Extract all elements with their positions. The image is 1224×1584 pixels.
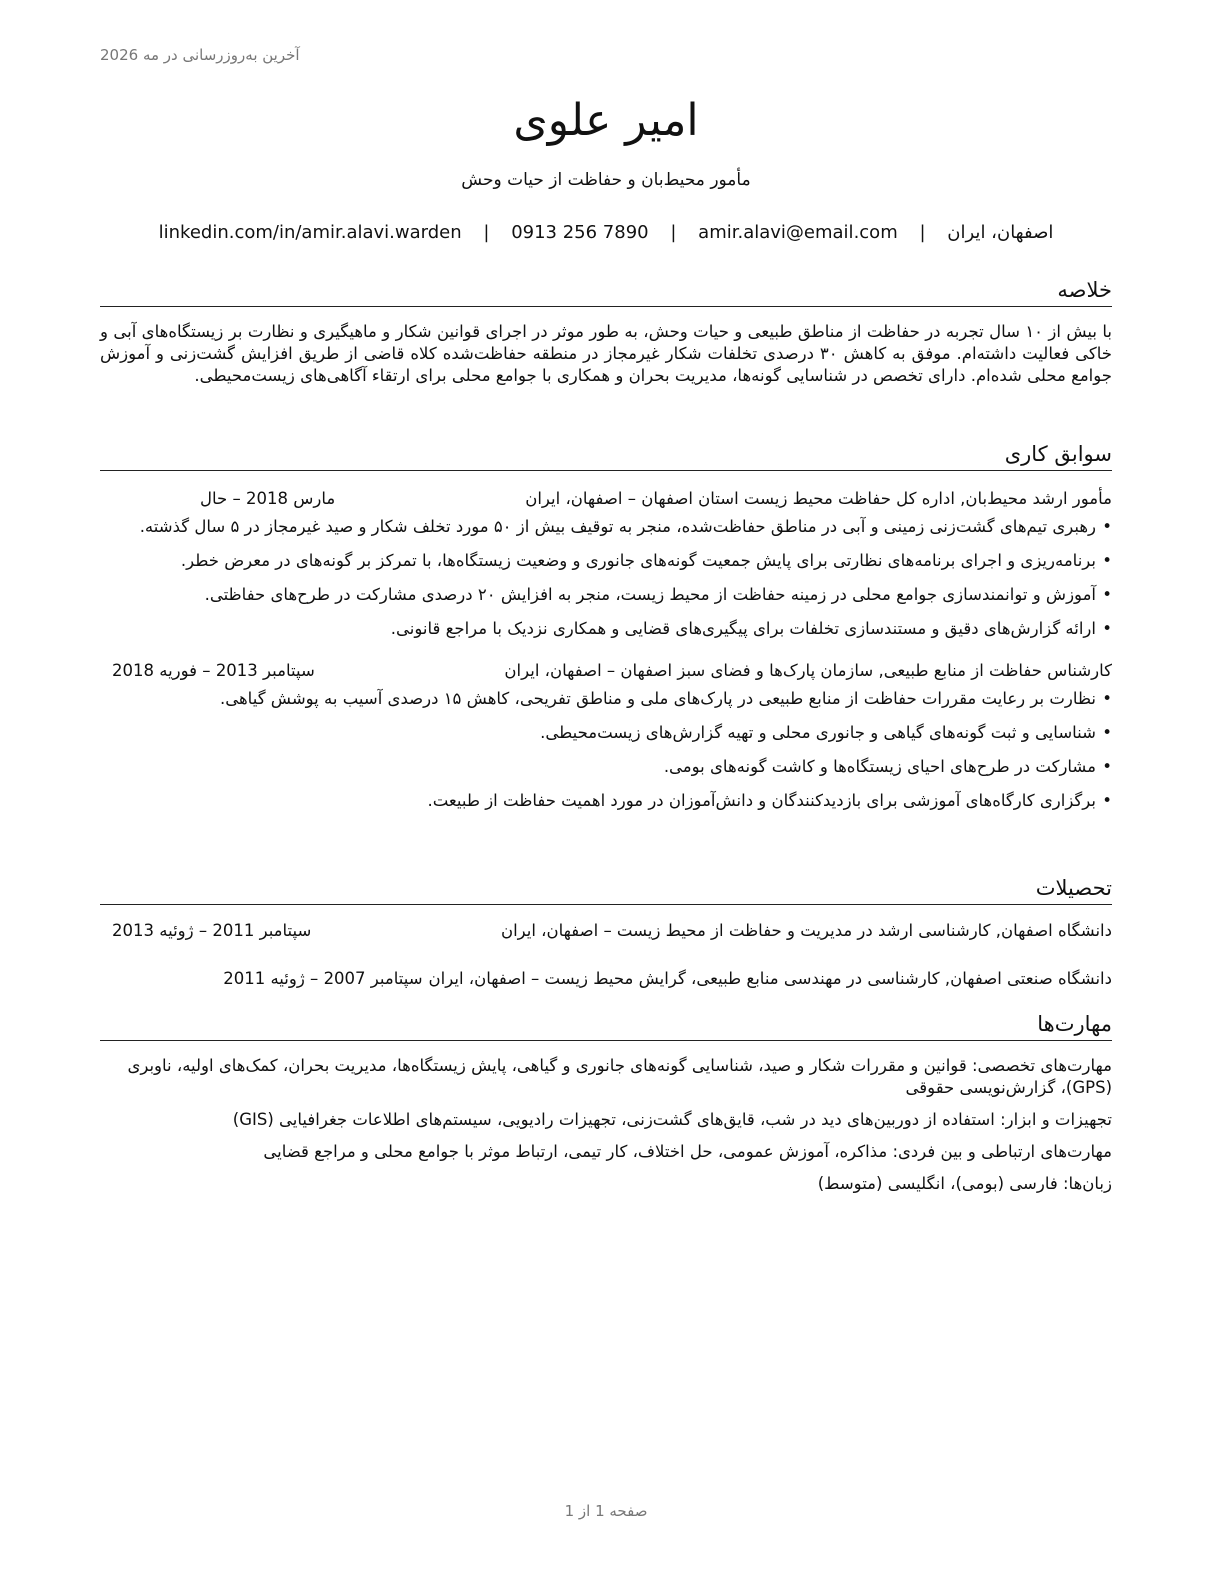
job-header: [100, 487, 1112, 511]
job-entry: [100, 659, 1112, 813]
job-title: مأمور محیط‌بان و حفاظت از حیات وحش: [461, 170, 751, 190]
education-item: [100, 919, 1112, 943]
job-bullet: • ارائه گزارش‌های دقیق و مستندسازی تخلفات برای پیگیری‌های قضایی و همکاری نزدیک با مراجع قانونی.: [100, 617, 1112, 641]
job-bullet: • نظارت بر رعایت مقررات حفاظت از منابع طبیعی در پارک‌های ملی و مناطق تفریحی، کاهش ۱۵ درصدی آسیب به پوشش گیاهی.: [100, 687, 1112, 711]
skill-line: مهارت‌های ارتباطی و بین فردی: مذاکره، آموزش عمومی، حل اختلاف، کار تیمی، ارتباط موثر با جوامع محلی و مراجع قضایی: [263, 1142, 1112, 1161]
skills-list: [100, 1055, 1112, 1195]
skill-line: مهارت‌های تخصصی: قوانین و مقررات شکار و صید، شناسایی گونه‌های جانوری و گیاهی، پایش زیستگاه‌ها، مدیریت بحران، کمک‌های اولیه، ناوبری (GPS)، گزارش‌نویسی حقوقی: [127, 1056, 1112, 1097]
contact-location: اصفهان، ایران: [947, 222, 1054, 243]
skill-line: زبان‌ها: فارسی (بومی)، انگلیسی (متوسط): [817, 1174, 1112, 1193]
experience-section: [100, 440, 1112, 823]
job-bullet: • برنامه‌ریزی و اجرای برنامه‌های نظارتی برای پایش جمعیت گونه‌های جانوری و وضعیت زیستگاه‌ها، با تمرکز بر گونه‌های در معرض خطر.: [100, 549, 1112, 573]
contact-separator: |: [670, 222, 677, 243]
job-bullet: • مشارکت در طرح‌های احیای زیستگاه‌ها و کاشت گونه‌های بومی.: [100, 755, 1112, 779]
job-header: [100, 659, 1112, 683]
contact-separator: |: [919, 222, 926, 243]
contact-email[interactable]: amir.alavi@email.com: [698, 222, 898, 243]
education-text: دانشگاه اصفهان, کارشناسی ارشد در مدیریت و حفاظت از محیط زیست – اصفهان، ایران: [500, 921, 1112, 940]
experience-heading: سوابق کاری: [100, 440, 1112, 471]
education-heading: تحصیلات: [100, 874, 1112, 905]
job-bullet: • شناسایی و ثبت گونه‌های گیاهی و جانوری محلی و تهیه گزارش‌های زیست‌محیطی.: [100, 721, 1112, 745]
job-bullet: • رهبری تیم‌های گشت‌زنی زمینی و آبی در مناطق حفاظت‌شده، منجر به توقیف بیش از ۵۰ مورد تخلف شکار و صید غیرمجاز در ۵ سال گذشته.: [100, 515, 1112, 539]
job-bullet: • آموزش و توانمندسازی جوامع محلی در زمینه حفاظت از محیط زیست، منجر به افزایش ۲۰ درصدی مشارکت در طرح‌های حفاظتی.: [100, 583, 1112, 607]
education-item: [100, 967, 1112, 991]
summary-text: با بیش از ۱۰ سال تجربه در حفاظت از مناطق طبیعی و حیات وحش، به طور موثر در اجرای قوانین شکار و ماهیگیری و نظارت بر زیستگاه‌های آبی و خاکی فعالیت داشته‌ام. موفق به کاهش ۳۰ درصدی تخلفات شکار غیرمجاز در منطقه حفاظت‌شده کلاه قاضی از طریق افزایش گشت‌زنی و آموزش جوامع محلی شده‌ام. دارای تخصص در شناسایی گونه‌ها، مدیریت بحران و همکاری با جوامع محلی برای ارتقاء آگاهی‌های زیست‌محیطی.: [100, 322, 1112, 385]
page-number: صفحه 1 از 1: [564, 1502, 648, 1520]
job-date: مارس 2018 – حال: [200, 489, 336, 508]
skills-section: [100, 1010, 1112, 1205]
person-name: امیر علوی: [513, 95, 699, 146]
job-bullets: [100, 515, 1112, 641]
summary-heading: خلاصه: [100, 276, 1112, 307]
education-text: دانشگاه صنعتی اصفهان, کارشناسی در مهندسی منابع طبیعی، گرایش محیط زیست – اصفهان، ایران: [428, 969, 1112, 988]
education-date: سپتامبر 2011 – ژوئیه 2013: [112, 921, 312, 940]
contact-linkedin[interactable]: linkedin.com/in/amir.alavi.warden: [158, 222, 462, 243]
contact-line: [100, 222, 1112, 243]
skill-line: تجهیزات و ابزار: استفاده از دوربین‌های دید در شب، قایق‌های گشت‌زنی، تجهیزات رادیویی، سیستم‌های اطلاعات جغرافیایی (GIS): [232, 1110, 1112, 1129]
resume-page: [100, 0, 1112, 1584]
contact-phone[interactable]: 0913 256 7890: [511, 222, 649, 243]
education-date: سپتامبر 2007 – ژوئیه 2011: [223, 969, 423, 988]
job-bullets: [100, 687, 1112, 813]
job-bullet: • برگزاری کارگاه‌های آموزشی برای بازدیدکنندگان و دانش‌آموزان در مورد اهمیت حفاظت از طبیعت.: [100, 789, 1112, 813]
job-entry: [100, 487, 1112, 641]
skills-heading: مهارت‌ها: [100, 1010, 1112, 1041]
job-role: کارشناس حفاظت از منابع طبیعی, سازمان پارک‌ها و فضای سبز اصفهان – اصفهان، ایران: [504, 661, 1112, 680]
education-section: [100, 874, 1112, 991]
job-role: مأمور ارشد محیط‌بان, اداره کل حفاظت محیط زیست استان اصفهان – اصفهان، ایران: [525, 489, 1112, 508]
last-updated: آخرین به‌روزرسانی در مه 2026: [100, 46, 300, 64]
summary-section: [100, 276, 1112, 387]
contact-separator: |: [483, 222, 490, 243]
job-date: سپتامبر 2013 – فوریه 2018: [112, 661, 315, 680]
